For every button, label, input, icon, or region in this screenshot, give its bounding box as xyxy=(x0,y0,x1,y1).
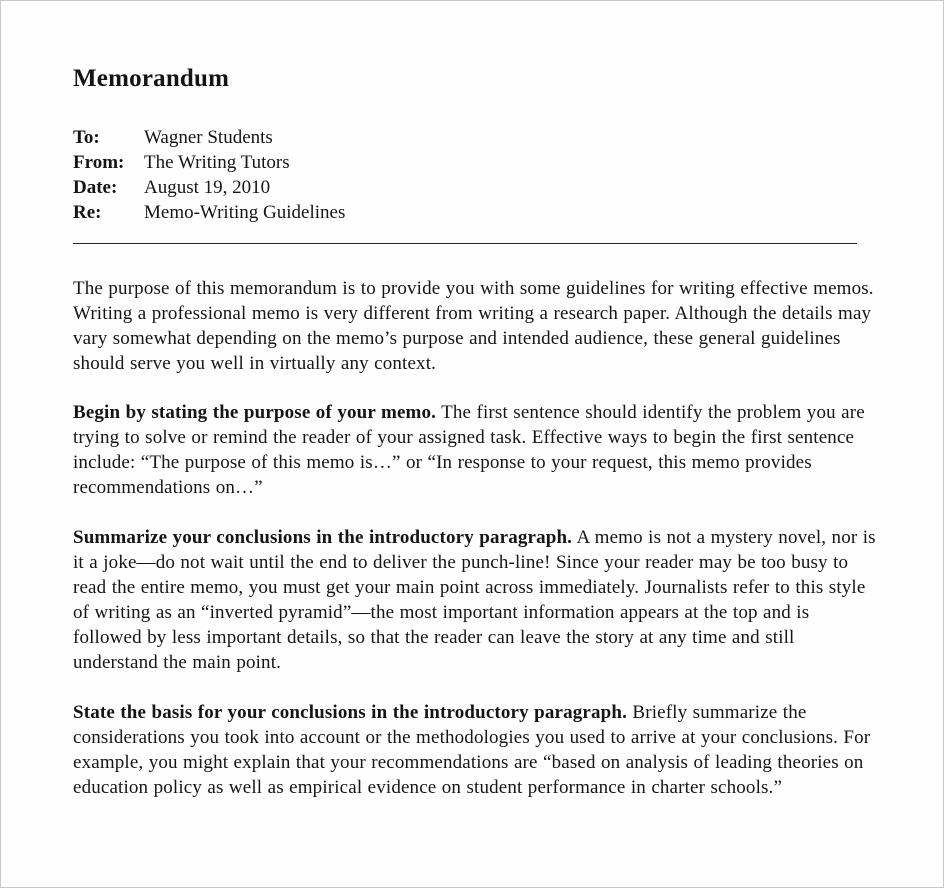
conclusions-body: A memo is not a mystery novel, nor is it a joke—do not wait until the end to deliver the punch-line! Since your reader may be too busy to read the entire memo, you must get your main point across immediately. Journalists refer to this style of writing as an “inverted pyramid”—the most important information appears at the top and is followed by less important details, so that the reader can leave the story at any time and still understand the main point. xyxy=(73,527,876,673)
basis-body: Briefly summarize the considerations you took into account or the methodologies you used to arrive at your conclusions. For example, you might explain that your recommendations are “based on analysis of leading theories on education policy as well as empirical evidence on student performance in charter schools.” xyxy=(73,702,871,798)
conclusions-heading: Summarize your conclusions in the introductory paragraph. xyxy=(73,527,573,548)
conclusions-paragraph xyxy=(73,525,881,675)
date-label: Date: xyxy=(73,177,118,198)
purpose-heading: Begin by stating the purpose of your memo. xyxy=(73,402,437,423)
to-label: To: xyxy=(73,127,100,148)
header-row-from xyxy=(73,150,345,175)
from-value: The Writing Tutors xyxy=(144,152,290,173)
memo-title: Memorandum xyxy=(73,65,230,92)
memo-header xyxy=(73,125,345,225)
header-row-to xyxy=(73,125,345,150)
date-value: August 19, 2010 xyxy=(144,177,271,198)
basis-heading: State the basis for your conclusions in the introductory paragraph. xyxy=(73,702,627,723)
basis-paragraph xyxy=(73,700,881,800)
purpose-paragraph xyxy=(73,400,881,500)
re-label: Re: xyxy=(73,202,102,223)
intro-paragraph: The purpose of this memorandum is to provide you with some guidelines for writing effective memos. Writing a professional memo is very different from writing a research paper. Although the details may vary somewhat depending on the memo’s purpose and intended audience, these general guidelines should serve you well in virtually any context. xyxy=(73,278,874,374)
header-divider xyxy=(73,243,857,244)
header-row-date xyxy=(73,175,345,200)
re-value: Memo-Writing Guidelines xyxy=(144,202,346,223)
from-label: From: xyxy=(73,152,125,173)
header-row-re xyxy=(73,200,345,225)
purpose-body: The first sentence should identify the problem you are trying to solve or remind the reader of your assigned task. Effective ways to begin the first sentence include: “The purpose of this memo is…” or “In response to your request, this memo provides recommendations on…” xyxy=(73,402,865,498)
to-value: Wagner Students xyxy=(144,127,273,148)
